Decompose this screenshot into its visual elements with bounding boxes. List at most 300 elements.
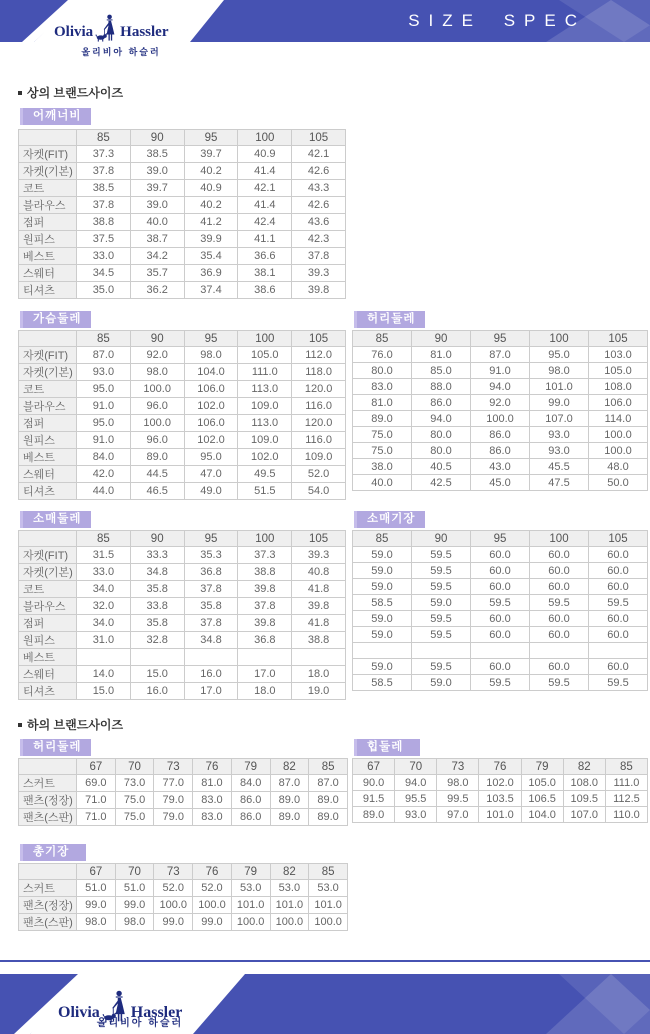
size-value-cell: 59.0 (353, 579, 412, 595)
row-label: 블라우스 (19, 197, 77, 214)
corner-cell (19, 864, 77, 880)
size-value-cell: 39.0 (130, 197, 184, 214)
table-row (19, 666, 346, 683)
brand-name-last: Hassler (130, 1004, 183, 1021)
size-col-header: 82 (563, 759, 605, 775)
size-value-cell: 38.0 (353, 459, 412, 475)
size-value-cell: 96.0 (130, 398, 184, 415)
table-row (353, 659, 648, 675)
size-value-cell: 54.0 (292, 483, 346, 500)
size-value-cell: 42.3 (292, 231, 346, 248)
badge-sleeve-length: 소매기장 (354, 511, 425, 528)
size-col-header: 85 (77, 331, 131, 347)
size-value-cell: 19.0 (292, 683, 346, 700)
size-value-cell: 60.0 (530, 563, 589, 579)
size-value-cell: 59.5 (471, 595, 530, 611)
table-row (19, 880, 348, 897)
size-value-cell: 34.8 (130, 564, 184, 581)
size-value-cell: 37.8 (77, 163, 131, 180)
size-value-cell: 106.0 (589, 395, 648, 411)
corner-cell (19, 130, 77, 146)
size-value-cell (238, 649, 292, 666)
size-value-cell: 89.0 (270, 809, 309, 826)
size-value-cell: 48.0 (589, 459, 648, 475)
size-value-cell: 71.0 (77, 809, 116, 826)
size-col-header: 100 (238, 130, 292, 146)
size-col-header: 79 (521, 759, 563, 775)
table-row (19, 347, 346, 364)
size-value-cell: 99.0 (530, 395, 589, 411)
table-row (19, 197, 346, 214)
footer-deco-pattern (520, 974, 650, 1034)
size-value-cell: 32.8 (130, 632, 184, 649)
corner-cell (19, 531, 77, 547)
table-row (353, 595, 648, 611)
badge-hip: 힙둘레 (354, 739, 420, 756)
size-value-cell: 95.0 (77, 415, 131, 432)
size-value-cell: 44.0 (77, 483, 131, 500)
size-value-cell: 40.9 (184, 180, 238, 197)
size-value-cell: 83.0 (353, 379, 412, 395)
size-value-cell: 91.0 (471, 363, 530, 379)
size-col-header: 90 (130, 130, 184, 146)
size-value-cell: 41.4 (238, 163, 292, 180)
size-value-cell: 104.0 (521, 807, 563, 823)
size-value-cell: 51.0 (115, 880, 154, 897)
size-value-cell: 39.8 (292, 282, 346, 299)
size-value-cell: 100.0 (270, 914, 309, 931)
row-label: 블라우스 (19, 598, 77, 615)
table-row (19, 146, 346, 163)
size-value-cell: 34.0 (77, 581, 131, 598)
size-value-cell: 15.0 (77, 683, 131, 700)
table-row (19, 914, 348, 931)
size-value-cell: 39.8 (292, 598, 346, 615)
size-value-cell: 100.0 (130, 415, 184, 432)
size-value-cell: 102.0 (479, 775, 521, 791)
size-value-cell: 40.0 (353, 475, 412, 491)
row-label: 점퍼 (19, 415, 77, 432)
size-value-cell: 37.3 (77, 146, 131, 163)
size-value-cell: 111.0 (605, 775, 647, 791)
size-value-cell: 109.0 (292, 449, 346, 466)
brand-name-last: Hassler (120, 24, 169, 40)
table-row (19, 364, 346, 381)
size-header-row (19, 331, 346, 347)
size-value-cell: 42.1 (238, 180, 292, 197)
size-header-row (353, 331, 648, 347)
size-value-cell: 89.0 (309, 792, 348, 809)
size-value-cell: 42.6 (292, 163, 346, 180)
table-row (19, 483, 346, 500)
row-label: 자켓(FIT) (19, 146, 77, 163)
section-title-text: 상의 브랜드사이즈 (27, 86, 124, 100)
size-value-cell: 59.5 (471, 675, 530, 691)
table-row (19, 792, 348, 809)
row-label: 베스트 (19, 649, 77, 666)
size-value-cell: 17.0 (184, 683, 238, 700)
size-value-cell: 116.0 (292, 432, 346, 449)
size-col-header: 100 (530, 531, 589, 547)
size-value-cell: 92.0 (471, 395, 530, 411)
size-value-cell: 111.0 (238, 364, 292, 381)
size-value-cell: 105.0 (238, 347, 292, 364)
row-label: 점퍼 (19, 615, 77, 632)
total-length-table (18, 863, 348, 931)
size-value-cell: 53.0 (309, 880, 348, 897)
size-col-header: 76 (193, 864, 232, 880)
size-value-cell: 99.0 (193, 914, 232, 931)
size-value-cell: 47.5 (530, 475, 589, 491)
row-label: 팬츠(정장) (19, 897, 77, 914)
row-label: 티셔츠 (19, 282, 77, 299)
size-value-cell: 60.0 (589, 547, 648, 563)
size-value-cell: 59.5 (412, 611, 471, 627)
size-col-header: 70 (115, 864, 154, 880)
size-value-cell: 45.0 (471, 475, 530, 491)
size-value-cell: 96.0 (130, 432, 184, 449)
footer-divider-line (0, 960, 650, 962)
brand-logo (54, 14, 169, 41)
table-row (19, 581, 346, 598)
size-value-cell: 49.5 (238, 466, 292, 483)
size-value-cell: 100.0 (471, 411, 530, 427)
size-col-header: 105 (292, 130, 346, 146)
table-row (19, 265, 346, 282)
row-label: 코트 (19, 381, 77, 398)
size-value-cell: 95.0 (530, 347, 589, 363)
size-value-cell: 102.0 (184, 398, 238, 415)
size-value-cell: 41.4 (238, 197, 292, 214)
size-value-cell: 15.0 (130, 666, 184, 683)
size-value-cell: 112.5 (605, 791, 647, 807)
size-col-header: 95 (184, 531, 238, 547)
size-value-cell: 75.0 (115, 809, 154, 826)
corner-cell (19, 331, 77, 347)
row-label: 블라우스 (19, 398, 77, 415)
size-value-cell: 89.0 (309, 809, 348, 826)
size-value-cell: 93.0 (530, 427, 589, 443)
size-value-cell: 94.0 (395, 775, 437, 791)
size-value-cell: 106.0 (184, 381, 238, 398)
size-value-cell: 60.0 (471, 627, 530, 643)
size-value-cell: 60.0 (530, 627, 589, 643)
size-value-cell: 113.0 (238, 415, 292, 432)
size-value-cell: 93.0 (395, 807, 437, 823)
size-value-cell: 120.0 (292, 381, 346, 398)
size-value-cell: 99.0 (77, 897, 116, 914)
size-value-cell: 95.0 (77, 381, 131, 398)
size-value-cell: 33.8 (130, 598, 184, 615)
size-value-cell: 60.0 (471, 611, 530, 627)
table-row (19, 163, 346, 180)
size-value-cell: 99.0 (154, 914, 193, 931)
size-value-cell: 39.3 (292, 547, 346, 564)
size-value-cell: 60.0 (530, 611, 589, 627)
size-value-cell: 38.8 (238, 564, 292, 581)
table-row (19, 466, 346, 483)
size-col-header: 105 (292, 531, 346, 547)
size-col-header: 76 (193, 759, 232, 775)
size-value-cell: 37.4 (184, 282, 238, 299)
size-value-cell: 89.0 (130, 449, 184, 466)
size-header-row (19, 130, 346, 146)
size-value-cell: 108.0 (589, 379, 648, 395)
row-label: 자켓(기본) (19, 364, 77, 381)
table-row (19, 564, 346, 581)
size-value-cell: 59.0 (353, 627, 412, 643)
chest-table (18, 330, 346, 500)
size-value-cell: 39.0 (130, 163, 184, 180)
size-value-cell: 83.0 (193, 792, 232, 809)
size-value-cell: 102.0 (184, 432, 238, 449)
table-row (19, 415, 346, 432)
size-value-cell: 38.8 (292, 632, 346, 649)
table-row (353, 475, 648, 491)
size-header-row (353, 759, 648, 775)
size-value-cell: 95.5 (395, 791, 437, 807)
size-value-cell: 42.4 (238, 214, 292, 231)
size-value-cell: 39.9 (184, 231, 238, 248)
size-value-cell: 81.0 (353, 395, 412, 411)
badge-shoulder-width: 어깨너비 (20, 108, 91, 125)
waist-bottom-table (18, 758, 348, 826)
size-value-cell: 60.0 (471, 547, 530, 563)
size-value-cell: 105.0 (589, 363, 648, 379)
size-value-cell: 101.0 (309, 897, 348, 914)
row-label: 티셔츠 (19, 483, 77, 500)
size-value-cell: 75.0 (115, 792, 154, 809)
size-col-header: 82 (270, 759, 309, 775)
size-value-cell: 49.0 (184, 483, 238, 500)
size-col-header: 100 (530, 331, 589, 347)
size-value-cell: 99.0 (115, 897, 154, 914)
size-value-cell: 14.0 (77, 666, 131, 683)
table-row (19, 398, 346, 415)
size-value-cell: 80.0 (353, 363, 412, 379)
size-value-cell (77, 649, 131, 666)
table-row (19, 615, 346, 632)
size-value-cell: 53.0 (270, 880, 309, 897)
table-row (353, 807, 648, 823)
size-value-cell: 109.0 (238, 398, 292, 415)
size-col-header: 105 (589, 331, 648, 347)
size-value-cell: 37.5 (77, 231, 131, 248)
size-value-cell: 60.0 (471, 659, 530, 675)
size-value-cell: 95.0 (184, 449, 238, 466)
table-row (353, 427, 648, 443)
size-value-cell: 81.0 (412, 347, 471, 363)
size-value-cell: 34.0 (77, 615, 131, 632)
size-value-cell: 59.5 (412, 627, 471, 643)
row-label: 스웨터 (19, 265, 77, 282)
table-row (19, 897, 348, 914)
size-value-cell: 93.0 (77, 364, 131, 381)
size-value-cell: 45.5 (530, 459, 589, 475)
size-value-cell: 59.5 (530, 595, 589, 611)
size-value-cell: 37.8 (292, 248, 346, 265)
brand-name-first: Olivia (58, 1004, 100, 1021)
row-label: 스웨터 (19, 666, 77, 683)
size-value-cell: 86.0 (412, 395, 471, 411)
size-value-cell: 103.0 (589, 347, 648, 363)
size-col-header: 85 (309, 759, 348, 775)
size-value-cell: 59.5 (412, 659, 471, 675)
size-value-cell: 37.8 (77, 197, 131, 214)
table-row (353, 459, 648, 475)
sleeve-length-table (352, 530, 648, 691)
size-value-cell: 36.8 (184, 564, 238, 581)
woman-with-dog-icon (95, 14, 118, 42)
size-value-cell: 84.0 (231, 775, 270, 792)
size-value-cell: 91.5 (353, 791, 395, 807)
size-value-cell: 84.0 (77, 449, 131, 466)
row-label: 점퍼 (19, 214, 77, 231)
table-row (353, 643, 648, 659)
size-value-cell: 36.8 (238, 632, 292, 649)
bullet-icon (18, 91, 22, 95)
size-col-header: 105 (292, 331, 346, 347)
size-value-cell: 44.5 (130, 466, 184, 483)
size-col-header: 82 (270, 864, 309, 880)
size-value-cell: 100.0 (193, 897, 232, 914)
size-value-cell: 59.5 (412, 563, 471, 579)
table-row (19, 649, 346, 666)
size-value-cell: 75.0 (353, 443, 412, 459)
row-label: 코트 (19, 180, 77, 197)
size-col-header: 85 (353, 531, 412, 547)
size-col-header: 70 (395, 759, 437, 775)
size-value-cell: 59.5 (589, 595, 648, 611)
table-row (353, 379, 648, 395)
size-col-header: 85 (605, 759, 647, 775)
size-col-header: 73 (437, 759, 479, 775)
table-row (19, 547, 346, 564)
size-col-header: 90 (412, 331, 471, 347)
size-value-cell: 107.0 (530, 411, 589, 427)
size-value-cell: 100.0 (154, 897, 193, 914)
size-value-cell (130, 649, 184, 666)
size-value-cell: 87.0 (270, 775, 309, 792)
badge-waist-top: 허리둘레 (354, 311, 425, 328)
size-value-cell: 42.0 (77, 466, 131, 483)
size-value-cell: 73.0 (115, 775, 154, 792)
size-col-header: 100 (238, 531, 292, 547)
size-value-cell: 85.0 (412, 363, 471, 379)
size-col-header: 79 (231, 759, 270, 775)
size-col-header: 85 (309, 864, 348, 880)
size-value-cell: 58.5 (353, 595, 412, 611)
size-value-cell: 100.0 (309, 914, 348, 931)
size-col-header: 90 (130, 531, 184, 547)
row-label: 팬츠(정장) (19, 792, 77, 809)
size-value-cell: 34.2 (130, 248, 184, 265)
table-row (353, 547, 648, 563)
size-col-header: 70 (115, 759, 154, 775)
table-row (353, 563, 648, 579)
size-value-cell: 101.0 (479, 807, 521, 823)
size-value-cell: 43.6 (292, 214, 346, 231)
table-row (19, 683, 346, 700)
size-value-cell: 60.0 (589, 579, 648, 595)
row-label: 자켓(기본) (19, 163, 77, 180)
size-col-header: 67 (353, 759, 395, 775)
size-value-cell: 42.6 (292, 197, 346, 214)
row-label: 베스트 (19, 248, 77, 265)
size-value-cell: 37.8 (184, 581, 238, 598)
size-value-cell: 102.0 (238, 449, 292, 466)
size-value-cell: 16.0 (184, 666, 238, 683)
size-value-cell (412, 643, 471, 659)
size-value-cell: 43.0 (471, 459, 530, 475)
table-row (19, 231, 346, 248)
size-value-cell: 100.0 (130, 381, 184, 398)
size-header-row (19, 759, 348, 775)
size-col-header: 100 (238, 331, 292, 347)
brand-subtitle: 올리비아 하슬러 (81, 47, 161, 57)
size-value-cell: 38.6 (238, 282, 292, 299)
size-value-cell: 60.0 (530, 547, 589, 563)
size-value-cell: 16.0 (130, 683, 184, 700)
table-row (19, 381, 346, 398)
size-value-cell: 38.5 (130, 146, 184, 163)
size-value-cell: 87.0 (77, 347, 131, 364)
size-value-cell: 17.0 (238, 666, 292, 683)
size-col-header: 105 (589, 531, 648, 547)
size-value-cell: 90.0 (353, 775, 395, 791)
size-value-cell: 60.0 (530, 659, 589, 675)
size-value-cell: 118.0 (292, 364, 346, 381)
size-value-cell: 35.8 (130, 615, 184, 632)
size-value-cell: 36.2 (130, 282, 184, 299)
section-title-top (18, 84, 123, 101)
table-row (353, 627, 648, 643)
size-value-cell: 37.3 (238, 547, 292, 564)
size-value-cell: 86.0 (471, 427, 530, 443)
table-row (353, 411, 648, 427)
size-value-cell: 40.2 (184, 163, 238, 180)
size-value-cell: 106.5 (521, 791, 563, 807)
size-value-cell: 38.5 (77, 180, 131, 197)
size-value-cell: 113.0 (238, 381, 292, 398)
size-value-cell: 53.0 (231, 880, 270, 897)
size-header-row (353, 531, 648, 547)
row-label: 팬츠(스판) (19, 809, 77, 826)
size-value-cell: 60.0 (471, 563, 530, 579)
size-col-header: 85 (77, 531, 131, 547)
size-value-cell: 79.0 (154, 792, 193, 809)
corner-cell (19, 759, 77, 775)
size-value-cell: 109.5 (563, 791, 605, 807)
size-value-cell: 39.8 (238, 615, 292, 632)
size-value-cell: 108.0 (563, 775, 605, 791)
size-value-cell: 18.0 (292, 666, 346, 683)
size-value-cell: 94.0 (471, 379, 530, 395)
size-value-cell: 69.0 (77, 775, 116, 792)
table-row (19, 282, 346, 299)
size-value-cell: 71.0 (77, 792, 116, 809)
size-value-cell: 40.8 (292, 564, 346, 581)
size-value-cell: 86.0 (231, 792, 270, 809)
size-value-cell: 38.8 (77, 214, 131, 231)
size-value-cell: 86.0 (231, 809, 270, 826)
size-value-cell: 47.0 (184, 466, 238, 483)
size-col-header: 73 (154, 759, 193, 775)
size-value-cell: 76.0 (353, 347, 412, 363)
table-row (353, 443, 648, 459)
size-value-cell: 42.1 (292, 146, 346, 163)
table-row (353, 579, 648, 595)
